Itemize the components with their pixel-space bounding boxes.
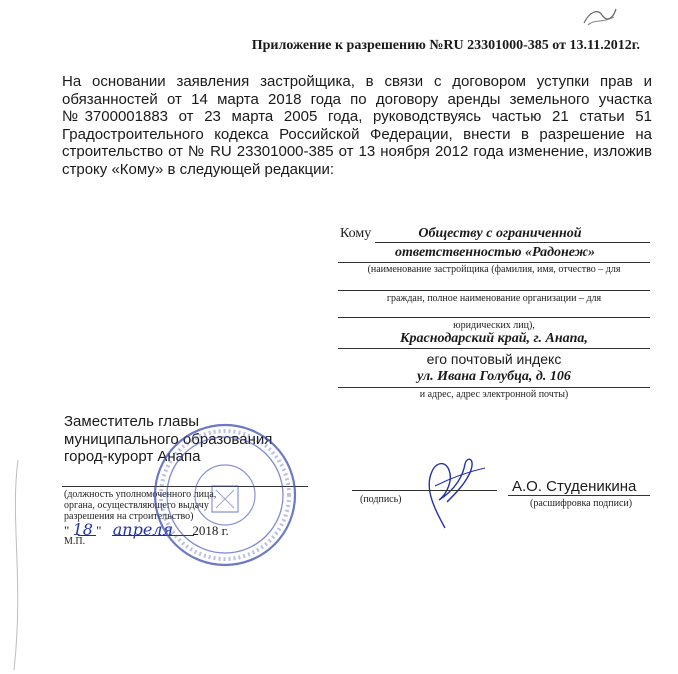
position-line-3: город-курорт Анапа: [64, 448, 201, 465]
date-open-quote: ": [64, 523, 70, 538]
name-caption: (расшифровка подписи): [530, 498, 633, 509]
official-seal-stamp: [150, 420, 300, 570]
recipient-caption-2: граждан, полное наименование организации – для: [386, 293, 602, 304]
recipient-caption-4: и адрес, адрес электронной почты): [419, 389, 569, 400]
date-close-quote: ": [96, 523, 102, 538]
signatory-name: А.О. Студеникина: [512, 478, 637, 495]
position-line-1: Заместитель главы: [64, 413, 200, 430]
recipient-underline-2: [338, 262, 650, 263]
stamp-place-label: М.П.: [64, 536, 86, 547]
recipient-label: Кому: [340, 226, 372, 241]
position-caption-line-1: (должность уполномоченного лица,: [64, 489, 217, 500]
name-underline: [508, 495, 650, 496]
document-header: Приложение к разрешению №RU 23301000-385 от 13.11.2012г.: [251, 38, 640, 53]
position-line-2: муниципального образования: [64, 430, 273, 448]
recipient-address-line2: ул. Ивана Голубца, д. 106: [417, 369, 571, 384]
date-year: 2018 г.: [192, 523, 229, 538]
recipient-caption-1: (наименование застройщика (фамилия, имя, отчество – для: [367, 264, 621, 275]
date-day: 18: [72, 520, 93, 539]
signature-caption: (подпись): [360, 494, 402, 505]
binding-thread: [0, 460, 30, 670]
recipient-underline-5: [338, 348, 650, 349]
recipient-address-line1: Краснодарский край, г. Анапа,: [400, 331, 588, 346]
date-month: апреля: [112, 520, 174, 539]
signature-underline: [352, 490, 497, 491]
position-caption-line-3: разрешения на строительство): [64, 511, 194, 522]
recipient-caption-3: юридических лиц),: [453, 320, 535, 331]
recipient-underline-6: [338, 387, 650, 388]
corner-handwritten-mark: [580, 3, 620, 29]
position-caption-line-2: органа, осуществляющего выдачу: [64, 500, 209, 511]
recipient-underline-1: [375, 242, 650, 243]
recipient-name-line1: Обществу с ограниченной: [418, 226, 582, 241]
recipient-name-line2: ответственностью «Радонеж»: [395, 245, 595, 260]
recipient-postal-label: его почтовый индекс: [426, 351, 562, 367]
main-paragraph: На основании заявления застройщика, в связи с договором уступки прав и обязанностей от 14 марта 2018 года по договору аренды земельного участка №3700001883 от 23 марта 2005 года, руководствуясь частью 21 статьи 51 Градостроительного кодекса Российской Федерации, внести в разрешение на строительство от № RU 23301000-385 от 13 ноября 2012 года изменение, изложив строку «Кому» в следующей редакции:: [62, 73, 652, 178]
recipient-underline-3: [338, 290, 650, 291]
recipient-underline-4: [338, 317, 650, 318]
